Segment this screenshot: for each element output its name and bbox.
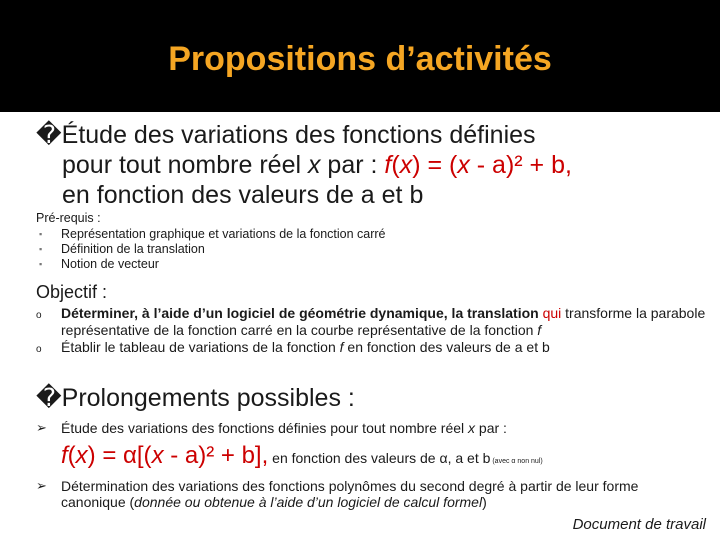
circle-bullet-icon: o bbox=[36, 344, 42, 355]
arrow-bullet-icon: ➢ bbox=[36, 478, 47, 493]
heading-marker: � bbox=[36, 384, 62, 412]
objectif-item: o Établir le tableau de variations de la fonction f en fonction des valeurs de a et b bbox=[36, 339, 706, 356]
title-bar bbox=[0, 0, 720, 112]
circle-bullet-icon: o bbox=[36, 310, 42, 321]
objectif-item: o Déterminer, à l’aide d’un logiciel de géométrie dynamique, la translation qui transforme la parabole représentative de la fonction carré en la courbe représentative de la fonction f bbox=[36, 305, 706, 338]
prolongement-item: ➢ Détermination des variations des fonctions polynômes du second degré à partir de leur forme canonique (donnée ou obtenue à l’aide d’un logiciel de calcul formel) bbox=[36, 478, 639, 510]
document-note: Document de travail bbox=[572, 516, 706, 533]
heading-line1: Étude des variations des fonctions définies bbox=[61, 121, 536, 149]
bullet-icon: ▪ bbox=[39, 244, 43, 254]
prereq-list bbox=[36, 227, 696, 272]
prereq-label: Pré-requis : bbox=[36, 211, 101, 225]
heading-variations: �Étude des variations des fonctions définies pour tout nombre réel x par : f(x) = (x - a)² + b, en fonction des valeurs de a et b bbox=[36, 120, 706, 210]
objectif-label: Objectif : bbox=[36, 282, 108, 302]
formula-line: f(x) = α[(x - a)² + b], en fonction des valeurs de α, a et b (avec α non nul) bbox=[61, 442, 543, 469]
heading-prolongements: �Prolongements possibles : bbox=[36, 384, 355, 412]
prereq-item: ▪ Représentation graphique et variations de la fonction carré bbox=[39, 227, 386, 241]
prereq-section bbox=[36, 211, 696, 272]
prereq-item: ▪ Notion de vecteur bbox=[39, 257, 159, 271]
heading-line3: en fonction des valeurs de a et b bbox=[62, 181, 424, 209]
arrow-bullet-icon: ➢ bbox=[36, 420, 47, 435]
objectif-list bbox=[36, 305, 706, 356]
prolongements-list bbox=[36, 420, 706, 510]
prereq-item: ▪ Définition de la translation bbox=[39, 242, 205, 256]
prolongement-item: ➢ Étude des variations des fonctions définies pour tout nombre réel x par : bbox=[36, 420, 507, 436]
bullet-icon: ▪ bbox=[39, 229, 43, 239]
bullet-icon: ▪ bbox=[39, 259, 43, 269]
slide-title: Propositions d’activités bbox=[168, 40, 552, 78]
heading-marker: � bbox=[36, 121, 62, 149]
